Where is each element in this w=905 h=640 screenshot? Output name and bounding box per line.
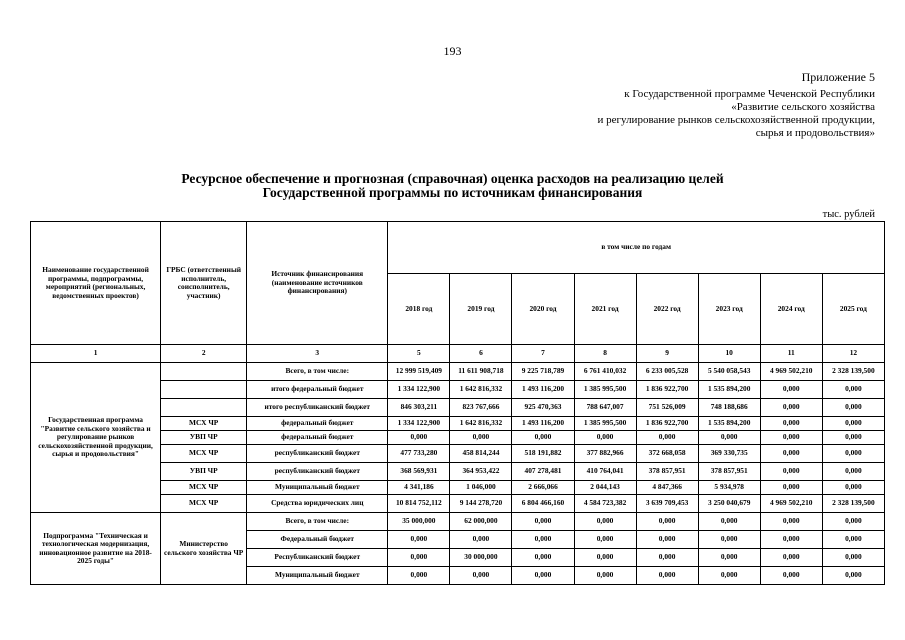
- value-cell: 407 278,481: [512, 463, 574, 481]
- value-cell: 0,000: [636, 513, 698, 531]
- value-cell: 0,000: [698, 431, 760, 445]
- appendix-title: Приложение 5: [801, 70, 875, 84]
- value-cell: 10 814 752,112: [388, 495, 450, 513]
- value-cell: 1 535 894,200: [698, 417, 760, 431]
- value-cell: 30 000,000: [450, 549, 512, 567]
- value-cell: 2 666,066: [512, 481, 574, 495]
- header-year: 2021 год: [574, 274, 636, 345]
- value-cell: 4 969 502,210: [760, 363, 822, 381]
- value-cell: 1 493 116,200: [512, 417, 574, 431]
- value-cell: 62 000,000: [450, 513, 512, 531]
- value-cell: 12 999 519,409: [388, 363, 450, 381]
- grbs-cell: УВП ЧР: [161, 463, 247, 481]
- value-cell: 1 836 922,700: [636, 381, 698, 399]
- value-cell: 0,000: [450, 431, 512, 445]
- column-number: 5: [388, 345, 450, 363]
- value-cell: 0,000: [760, 417, 822, 431]
- value-cell: 5 934,978: [698, 481, 760, 495]
- value-cell: 748 188,686: [698, 399, 760, 417]
- grbs-cell: МСХ ЧР: [161, 481, 247, 495]
- value-cell: 0,000: [574, 513, 636, 531]
- value-cell: 3 250 040,679: [698, 495, 760, 513]
- header-name: Наименование государственной программы, подпрограммы, мероприятий (региональных, ведомственных проектов): [31, 222, 161, 345]
- value-cell: 9 225 718,789: [512, 363, 574, 381]
- value-cell: 3 639 709,453: [636, 495, 698, 513]
- value-cell: 1 642 816,332: [450, 381, 512, 399]
- column-number: 1: [31, 345, 161, 363]
- page-number: 193: [443, 44, 462, 58]
- source-cell: Республиканский бюджет: [247, 549, 388, 567]
- header-years-group: в том числе по годам: [388, 222, 885, 274]
- source-cell: Всего, в том числе:: [247, 513, 388, 531]
- value-cell: 1 836 922,700: [636, 417, 698, 431]
- header-grbs: ГРБС (ответственный исполнитель, соисполнитель, участник): [161, 222, 247, 345]
- value-cell: 364 953,422: [450, 463, 512, 481]
- document-title: [0, 172, 905, 200]
- source-cell: Муниципальный бюджет: [247, 567, 388, 585]
- program-name: Государственная программа "Развитие сельского хозяйства и регулирование рынков сельскохозяйственной продукции, сырья и продовольствия": [31, 363, 161, 513]
- grbs-cell: Министерство сельского хозяйства ЧР: [161, 513, 247, 585]
- appendix-line: сырья и продовольствия»: [755, 127, 875, 139]
- grbs-cell: [161, 381, 247, 399]
- grbs-cell: МСХ ЧР: [161, 495, 247, 513]
- value-cell: 1 046,000: [450, 481, 512, 495]
- value-cell: 4 584 723,382: [574, 495, 636, 513]
- value-cell: 2 044,143: [574, 481, 636, 495]
- value-cell: 35 000,000: [388, 513, 450, 531]
- value-cell: 4 341,186: [388, 481, 450, 495]
- value-cell: 0,000: [574, 431, 636, 445]
- financing-table: [30, 221, 885, 585]
- value-cell: 0,000: [822, 549, 884, 567]
- value-cell: 0,000: [760, 399, 822, 417]
- appendix-line: и регулирование рынков сельскохозяйственной продукции,: [597, 114, 875, 126]
- value-cell: 925 470,363: [512, 399, 574, 417]
- column-number: 9: [636, 345, 698, 363]
- appendix-reference: [598, 88, 875, 140]
- header-source: Источник финансирования (наименование источников финансирования): [247, 222, 388, 345]
- value-cell: 0,000: [512, 513, 574, 531]
- value-cell: 1 535 894,200: [698, 381, 760, 399]
- value-cell: 410 764,041: [574, 463, 636, 481]
- value-cell: 0,000: [760, 445, 822, 463]
- header-year: 2018 год: [388, 274, 450, 345]
- value-cell: 0,000: [822, 531, 884, 549]
- source-cell: итого федеральный бюджет: [247, 381, 388, 399]
- value-cell: 378 857,951: [636, 463, 698, 481]
- value-cell: 0,000: [760, 481, 822, 495]
- value-cell: 0,000: [574, 549, 636, 567]
- value-cell: 0,000: [450, 531, 512, 549]
- value-cell: 0,000: [574, 531, 636, 549]
- value-cell: 751 526,009: [636, 399, 698, 417]
- grbs-cell: [161, 399, 247, 417]
- value-cell: 788 647,007: [574, 399, 636, 417]
- value-cell: 6 233 005,528: [636, 363, 698, 381]
- value-cell: 372 668,058: [636, 445, 698, 463]
- value-cell: 11 611 908,718: [450, 363, 512, 381]
- header-year: 2023 год: [698, 274, 760, 345]
- value-cell: 0,000: [822, 431, 884, 445]
- value-cell: 0,000: [760, 549, 822, 567]
- value-cell: 1 334 122,900: [388, 417, 450, 431]
- title-line: Государственной программы по источникам финансирования: [262, 185, 643, 200]
- column-number: 12: [822, 345, 884, 363]
- value-cell: 0,000: [698, 549, 760, 567]
- value-cell: 0,000: [636, 549, 698, 567]
- table-row: [31, 513, 885, 531]
- subprogram-name: Подпрограмма "Техническая и технологическая модернизация, инновационное развитие на 2018-2025 годы": [31, 513, 161, 585]
- grbs-cell: [161, 363, 247, 381]
- value-cell: 0,000: [512, 567, 574, 585]
- value-cell: 0,000: [698, 567, 760, 585]
- value-cell: 0,000: [822, 417, 884, 431]
- value-cell: 2 328 139,500: [822, 363, 884, 381]
- column-number: 6: [450, 345, 512, 363]
- value-cell: 0,000: [512, 549, 574, 567]
- value-cell: 1 493 116,200: [512, 381, 574, 399]
- value-cell: 9 144 278,720: [450, 495, 512, 513]
- value-cell: 0,000: [822, 513, 884, 531]
- value-cell: 0,000: [388, 567, 450, 585]
- value-cell: 0,000: [450, 567, 512, 585]
- source-cell: федеральный бюджет: [247, 431, 388, 445]
- value-cell: 846 303,211: [388, 399, 450, 417]
- units-label: тыс. рублей: [822, 209, 875, 220]
- source-cell: Средства юридических лиц: [247, 495, 388, 513]
- value-cell: 0,000: [636, 431, 698, 445]
- value-cell: 4 847,366: [636, 481, 698, 495]
- column-number: 2: [161, 345, 247, 363]
- value-cell: 368 569,931: [388, 463, 450, 481]
- column-number: 8: [574, 345, 636, 363]
- value-cell: 0,000: [636, 567, 698, 585]
- value-cell: 0,000: [822, 381, 884, 399]
- value-cell: 0,000: [698, 513, 760, 531]
- value-cell: 0,000: [698, 531, 760, 549]
- header-year: 2019 год: [450, 274, 512, 345]
- value-cell: 0,000: [636, 531, 698, 549]
- value-cell: 458 814,244: [450, 445, 512, 463]
- value-cell: 0,000: [760, 431, 822, 445]
- value-cell: 1 642 816,332: [450, 417, 512, 431]
- value-cell: 378 857,951: [698, 463, 760, 481]
- grbs-cell: МСХ ЧР: [161, 445, 247, 463]
- title-line: Ресурсное обеспечение и прогнозная (справочная) оценка расходов на реализацию целей: [181, 171, 724, 186]
- value-cell: 0,000: [760, 513, 822, 531]
- value-cell: 1 385 995,500: [574, 417, 636, 431]
- source-cell: федеральный бюджет: [247, 417, 388, 431]
- source-cell: Всего, в том числе:: [247, 363, 388, 381]
- value-cell: 823 767,666: [450, 399, 512, 417]
- header-year: 2022 год: [636, 274, 698, 345]
- value-cell: 369 330,735: [698, 445, 760, 463]
- value-cell: 1 385 995,500: [574, 381, 636, 399]
- value-cell: 0,000: [822, 445, 884, 463]
- column-number: 10: [698, 345, 760, 363]
- grbs-cell: УВП ЧР: [161, 431, 247, 445]
- value-cell: 5 540 058,543: [698, 363, 760, 381]
- value-cell: 0,000: [760, 567, 822, 585]
- appendix-line: к Государственной программе Чеченской Республики: [624, 88, 875, 100]
- value-cell: 0,000: [512, 431, 574, 445]
- appendix-line: «Развитие сельского хозяйства: [731, 101, 875, 113]
- source-cell: Муниципальный бюджет: [247, 481, 388, 495]
- value-cell: 0,000: [760, 531, 822, 549]
- value-cell: 518 191,882: [512, 445, 574, 463]
- header-year: 2024 год: [760, 274, 822, 345]
- value-cell: 0,000: [822, 463, 884, 481]
- source-cell: республиканский бюджет: [247, 445, 388, 463]
- value-cell: 0,000: [574, 567, 636, 585]
- source-cell: Федеральный бюджет: [247, 531, 388, 549]
- value-cell: 0,000: [760, 463, 822, 481]
- value-cell: 6 761 410,032: [574, 363, 636, 381]
- value-cell: 2 328 139,500: [822, 495, 884, 513]
- header-year: 2025 год: [822, 274, 884, 345]
- header-year: 2020 год: [512, 274, 574, 345]
- value-cell: 0,000: [822, 567, 884, 585]
- value-cell: 0,000: [388, 549, 450, 567]
- value-cell: 0,000: [388, 431, 450, 445]
- value-cell: 6 804 466,160: [512, 495, 574, 513]
- value-cell: 0,000: [822, 481, 884, 495]
- value-cell: 477 733,280: [388, 445, 450, 463]
- column-number: 7: [512, 345, 574, 363]
- value-cell: 0,000: [822, 399, 884, 417]
- value-cell: 0,000: [388, 531, 450, 549]
- table-row: [31, 363, 885, 381]
- value-cell: 0,000: [760, 381, 822, 399]
- value-cell: 1 334 122,900: [388, 381, 450, 399]
- value-cell: 4 969 502,210: [760, 495, 822, 513]
- value-cell: 377 882,966: [574, 445, 636, 463]
- value-cell: 0,000: [512, 531, 574, 549]
- source-cell: итого республиканский бюджет: [247, 399, 388, 417]
- column-number: 11: [760, 345, 822, 363]
- source-cell: республиканский бюджет: [247, 463, 388, 481]
- grbs-cell: МСХ ЧР: [161, 417, 247, 431]
- column-number: 3: [247, 345, 388, 363]
